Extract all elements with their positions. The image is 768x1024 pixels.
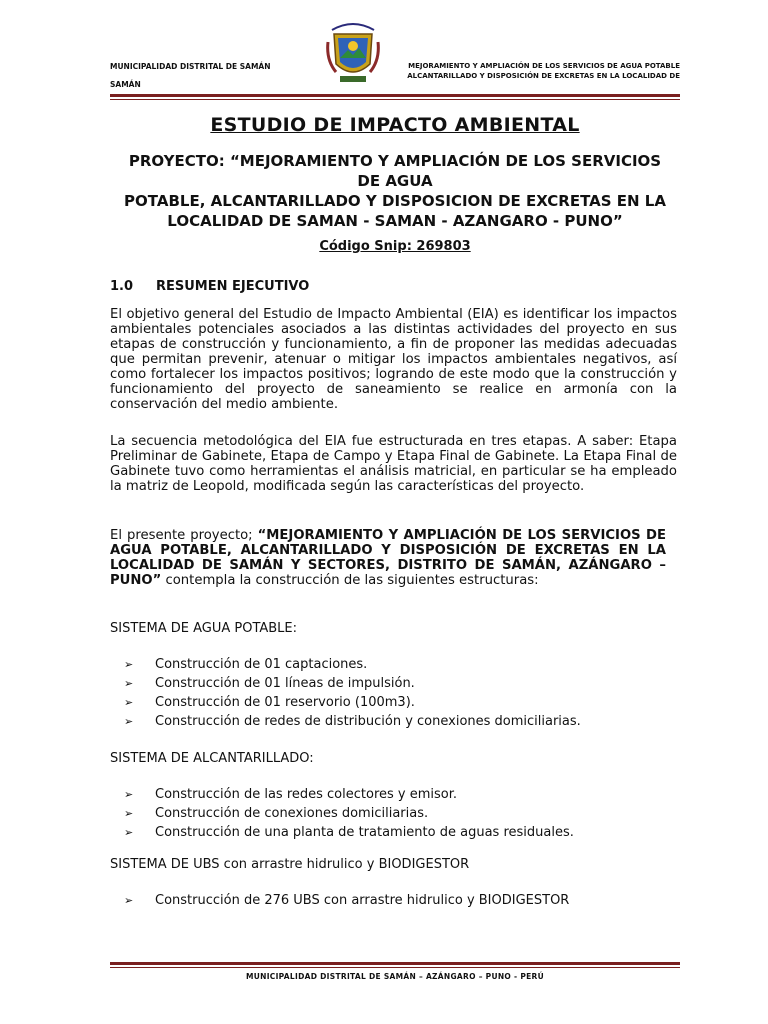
list-item [110, 655, 581, 674]
list-item-text: Construcción de 01 reservorio (100m3). [155, 695, 415, 710]
paragraph-intro: El presente proyecto; [110, 528, 258, 543]
arrow-bullet-icon: ➢ [124, 788, 134, 801]
paragraph-methodology: La secuencia metodológica del EIA fue estructurada en tres etapas. A saber: Etapa Preliminar de Gabinete, Etapa de Campo y Etapa Final de Gabinete. La Etapa Final de Gabinete tuvo como herramientas el análisis matricial, en particular se ha empleado la matriz de Leopold, modificada según las características del proyecto. [110, 434, 677, 494]
arrow-bullet-icon: ➢ [124, 826, 134, 839]
list-item-text: Construcción de conexiones domiciliarias. [155, 806, 429, 821]
list-item-text: Construcción de 01 líneas de impulsión. [155, 676, 415, 691]
system-label-water: SISTEMA DE AGUA POTABLE: [110, 621, 298, 636]
system-label-ubs: SISTEMA DE UBS con arrastre hidrulico y BIODIGESTOR [110, 857, 470, 872]
system-list-ubs [110, 891, 569, 910]
footer-text: MUNICIPALIDAD DISTRITAL DE SAMÁN – AZÁNGARO – PUNO - PERÚ [245, 972, 545, 981]
arrow-bullet-icon: ➢ [124, 658, 134, 671]
arrow-bullet-icon: ➢ [124, 677, 134, 690]
arrow-bullet-icon: ➢ [124, 696, 134, 709]
system-label-sewer: SISTEMA DE ALCANTARILLADO: [110, 751, 314, 766]
paragraph-project-name: “MEJORAMIENTO Y AMPLIACIÓN DE LOS SERVICIOS DE AGUA POTABLE, ALCANTARILLADO Y DISPOSICIÓN DE EXCRETAS EN LA LOCALIDAD DE SAMÁN Y SECTORES, DISTRITO DE SAMÁN, AZÁNGARO – PUNO” [110, 528, 666, 588]
list-item [110, 804, 574, 823]
header-project-title [380, 61, 680, 81]
project-title-line: LOCALIDAD DE SAMAN - SAMAN - AZANGARO - PUNO” [167, 212, 623, 230]
list-item [110, 785, 574, 804]
footer-divider-thin [110, 967, 680, 968]
footer-divider [110, 962, 680, 965]
arrow-bullet-icon: ➢ [124, 894, 134, 907]
paragraph-end: contempla la construcción de las siguientes estructuras: [161, 573, 539, 588]
header-divider-thin [110, 99, 680, 100]
list-item [110, 891, 569, 910]
project-title-line: POTABLE, ALCANTARILLADO Y DISPOSICION DE EXCRETAS EN LA [124, 192, 666, 210]
list-item-text: Construcción de las redes colectores y emisor. [155, 787, 458, 802]
header-municipality: MUNICIPALIDAD DISTRITAL DE SAMÁN [110, 62, 271, 71]
header-project-line1: MEJORAMIENTO Y AMPLIACIÓN DE LOS SERVICIOS DE AGUA POTABLE [408, 62, 680, 70]
list-item [110, 712, 581, 731]
paragraph-project-scope [110, 528, 666, 588]
list-item [110, 823, 574, 842]
list-item-text: Construcción de una planta de tratamiento de aguas residuales. [155, 825, 574, 840]
snip-code: Código Snip: 269803 [319, 239, 471, 254]
header-project-line2: ALCANTARILLADO Y DISPOSICIÓN DE EXCRETAS EN LA LOCALIDAD DE [407, 72, 680, 80]
list-item-text: Construcción de 01 captaciones. [155, 657, 368, 672]
document-title: ESTUDIO DE IMPACTO AMBIENTAL [210, 114, 580, 136]
list-item-text: Construcción de redes de distribución y conexiones domiciliarias. [155, 714, 581, 729]
list-item-text: Construcción de 276 UBS con arrastre hidrulico y BIODIGESTOR [155, 893, 570, 908]
list-item [110, 693, 581, 712]
header-divider [110, 94, 680, 97]
section-number: 1.0 [110, 279, 134, 294]
project-title-line: PROYECTO: “MEJORAMIENTO Y AMPLIACIÓN DE LOS SERVICIOS [128, 152, 662, 170]
system-list-sewer [110, 785, 574, 842]
municipal-crest-logo [326, 20, 380, 86]
paragraph-objective: El objetivo general del Estudio de Impacto Ambiental (EIA) es identificar los impactos ambientales potenciales asociados a las distintas actividades del proyecto en sus etapas de construcción y funcionamiento, a fin de proponer las medidas adecuadas que permitan prevenir, atenuar o mitigar los impactos ambientales negativos, así como fortalecer los impactos positivos; logrando de este modo que la construcción y funcionamiento del proyecto de saneamiento se realice en armonía con la conservación del medio ambiente. [110, 307, 677, 412]
section-title: RESUMEN EJECUTIVO [156, 279, 310, 294]
list-item [110, 674, 581, 693]
arrow-bullet-icon: ➢ [124, 807, 134, 820]
arrow-bullet-icon: ➢ [124, 715, 134, 728]
section-heading [110, 279, 309, 294]
system-list-water [110, 655, 581, 731]
header-locality: SAMÁN [110, 80, 141, 89]
project-title-line: DE AGUA [357, 172, 433, 190]
project-title [110, 151, 680, 231]
